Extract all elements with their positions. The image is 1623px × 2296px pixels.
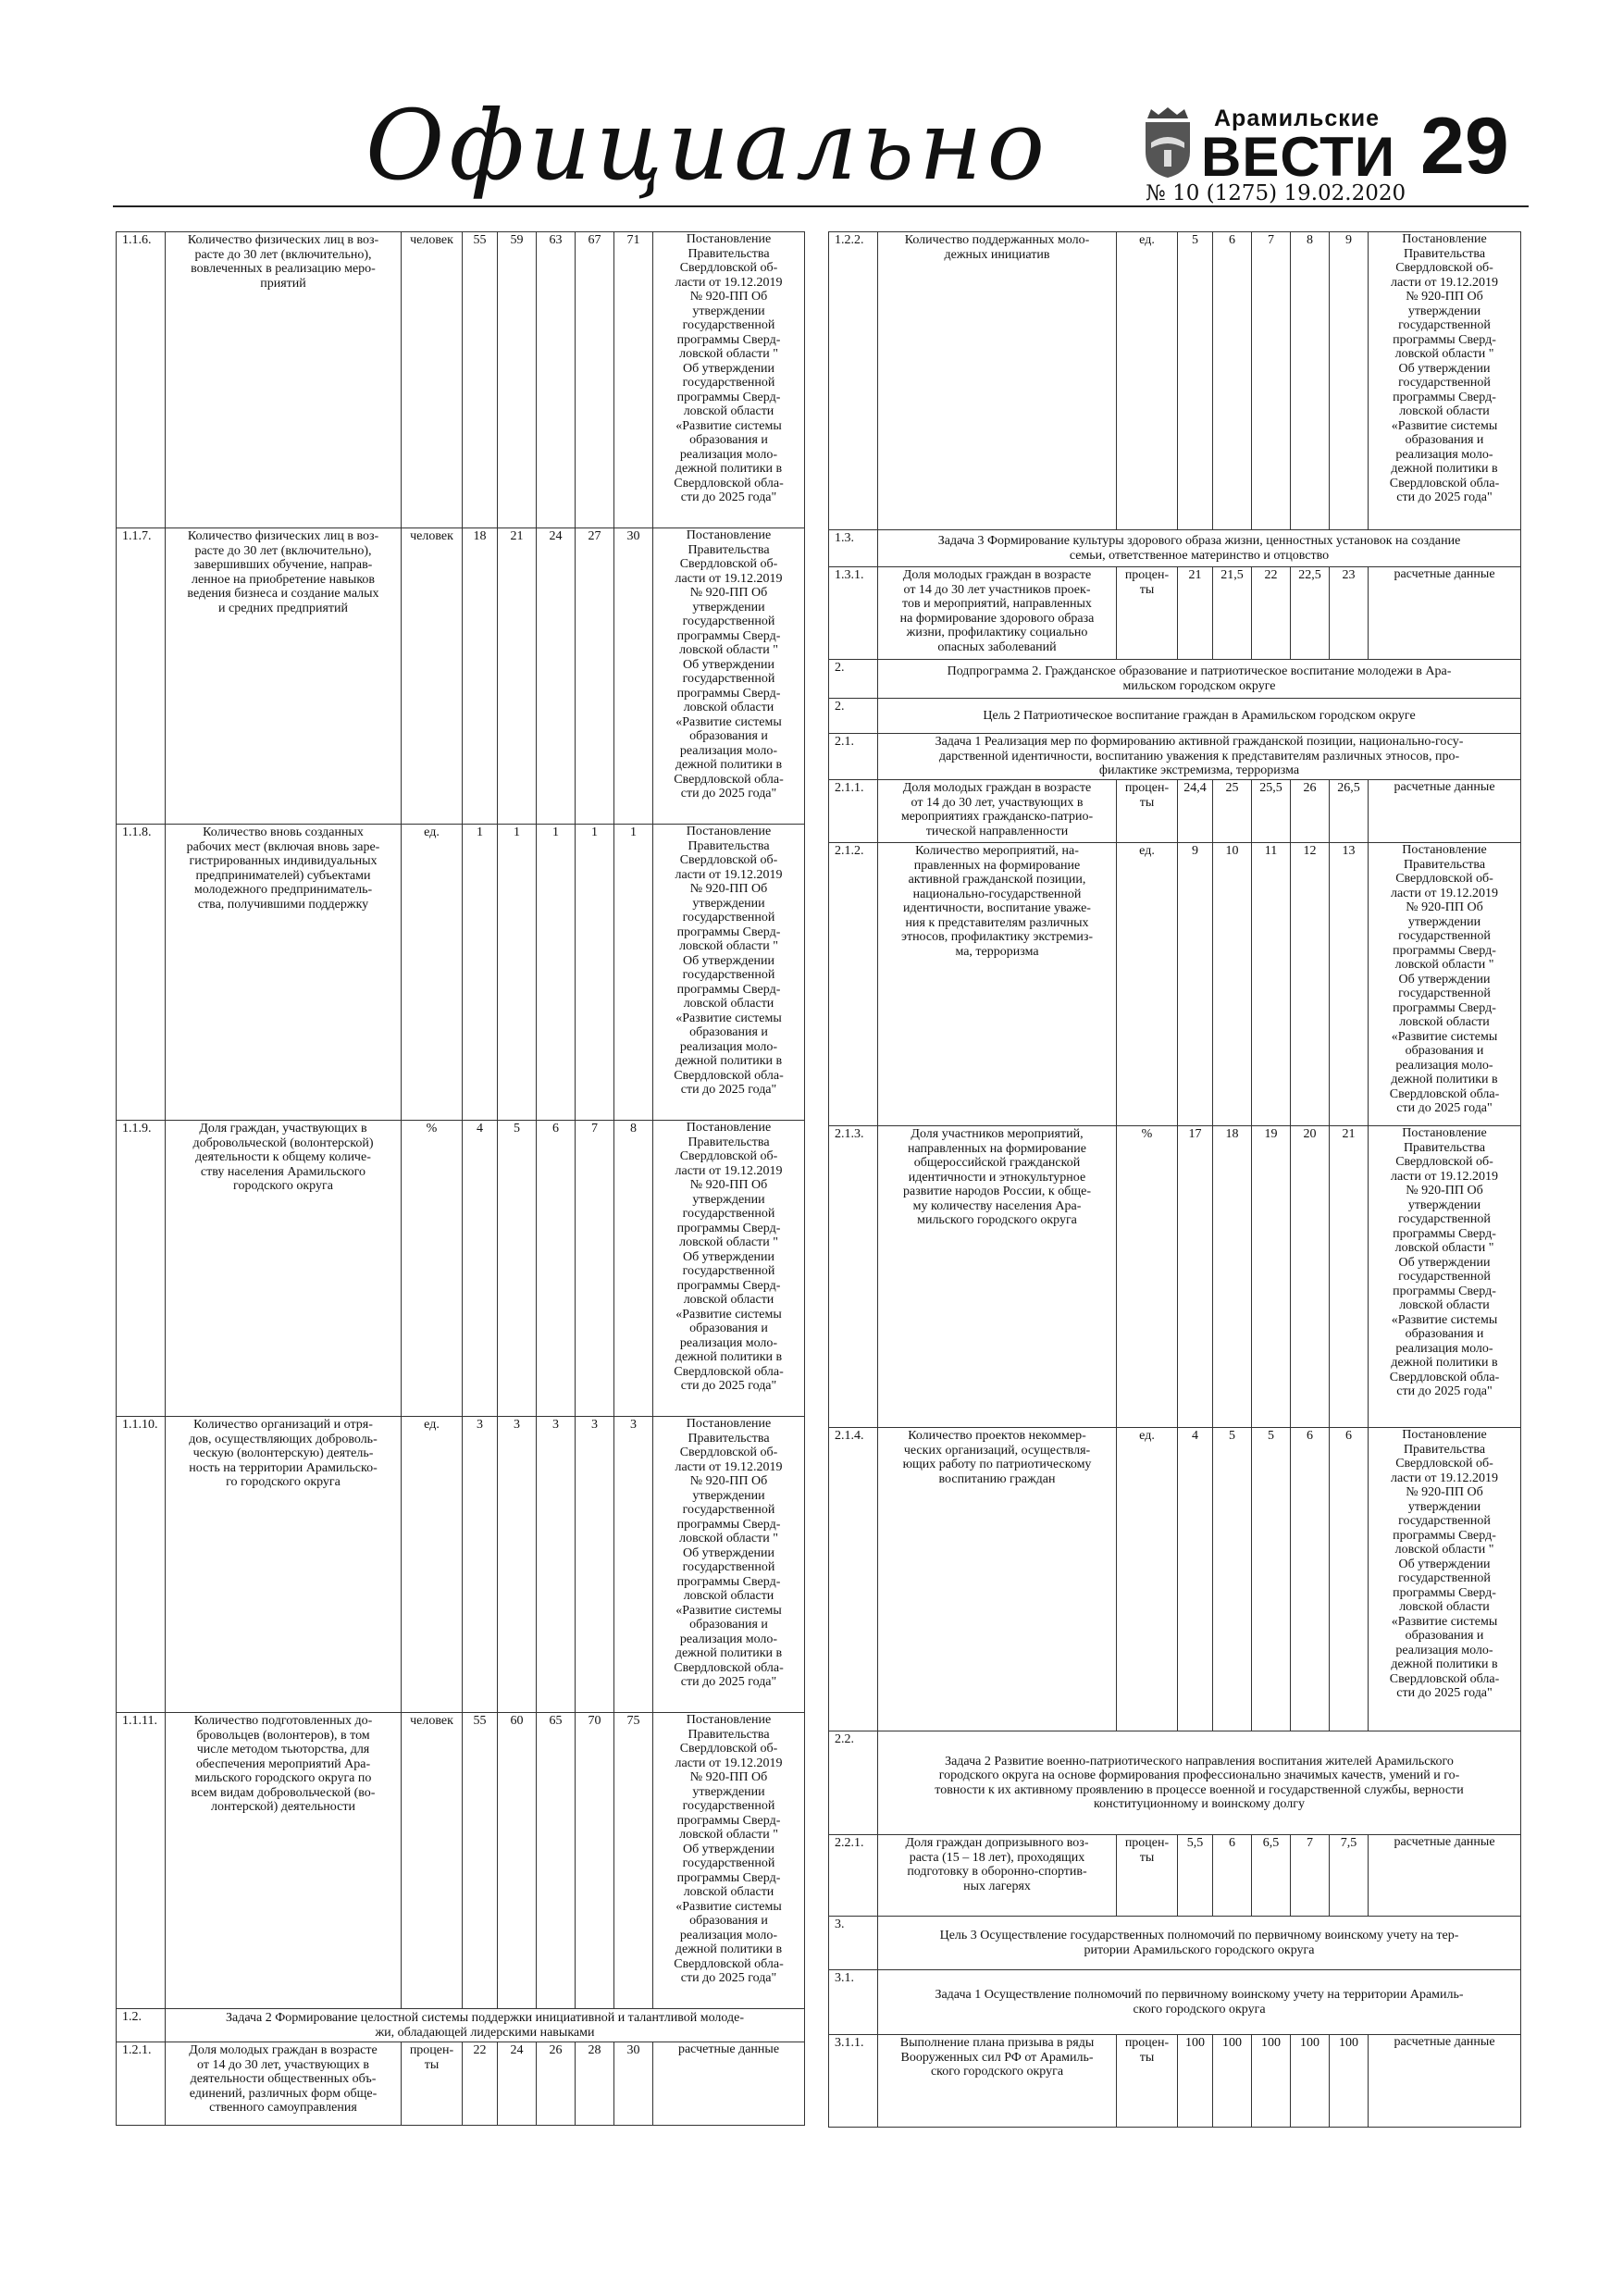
- value-year-5: 7,5: [1330, 1835, 1369, 1917]
- table-row: [117, 232, 805, 528]
- task-text: Подпрограмма 2. Гражданское образование и патриотическое воспитание молодежи в Ара- мильском городском округе: [878, 660, 1521, 699]
- value-year-5: 75: [614, 1713, 653, 2009]
- task-number: 1.3.: [829, 530, 878, 567]
- value-year-3: 63: [537, 232, 576, 528]
- source-document: Постановление Правительства Свердловской об- ласти от 19.12.2019 № 920-ПП Об утверждении государственной программы Сверд- ловской области " Об утверждении государственной программы Сверд- ловской области «Развитие системы образования и реализация моло- дежной политики в Свердловской обла- сти до 2025 года": [1369, 843, 1521, 1126]
- indicator-name: Количество физических лиц в воз- расте до 30 лет (включительно), вовлеченных в реализацию меро- приятий: [166, 232, 402, 528]
- section-title: Официально: [365, 89, 1050, 202]
- value-year-3: 100: [1252, 2035, 1291, 2128]
- table-row: [117, 1713, 805, 2009]
- source-document: Постановление Правительства Свердловской об- ласти от 19.12.2019 № 920-ПП Об утверждении государственной программы Сверд- ловской области " Об утверждении государственной программы Сверд- ловской области «Развитие системы образования и реализация моло- дежной политики в Свердловской обла- сти до 2025 года": [653, 528, 805, 825]
- indicator-name: Количество вновь созданных рабочих мест (включая вновь заре- гистрированных индивидуальных предпринимателей) субъектами молодежного предприниматель- ства, получившими поддержку: [166, 825, 402, 1121]
- value-year-5: 9: [1330, 232, 1369, 530]
- value-year-1: 21: [1178, 567, 1213, 660]
- value-year-5: 21: [1330, 1126, 1369, 1428]
- task-number: 2.: [829, 660, 878, 699]
- indicator-name: Количество подготовленных до- бровольцев (волонтеров), в том числе методом тьюторства, для обеспечения мероприятий Ара- мильского городского округа по всем видам добровольческой (во- лонтерской) деятельности: [166, 1713, 402, 2009]
- unit: процен- ты: [1117, 1835, 1178, 1917]
- value-year-2: 10: [1213, 843, 1252, 1126]
- value-year-1: 100: [1178, 2035, 1213, 2128]
- task-row: [829, 530, 1521, 567]
- value-year-2: 21: [498, 528, 537, 825]
- task-number: 2.: [829, 699, 878, 734]
- value-year-2: 21,5: [1213, 567, 1252, 660]
- row-number: 2.2.1.: [829, 1835, 878, 1917]
- value-year-1: 3: [463, 1417, 498, 1713]
- value-year-5: 30: [614, 528, 653, 825]
- value-year-2: 18: [1213, 1126, 1252, 1428]
- page-number: 29: [1420, 102, 1509, 191]
- indicator-name: Количество поддержанных моло- дежных инициатив: [878, 232, 1117, 530]
- row-number: 3.1.1.: [829, 2035, 878, 2128]
- row-number: 1.3.1.: [829, 567, 878, 660]
- value-year-4: 67: [576, 232, 614, 528]
- value-year-2: 60: [498, 1713, 537, 2009]
- value-year-2: 24: [498, 2042, 537, 2126]
- task-text: Задача 2 Развитие военно-патриотического направления воспитания жителей Арамильского городского округа на основе формирования профессионально значимых качеств, умений и го- товности к их активному проявлению в процессе военной и государственной службы, верности конституционному и воинскому долгу: [878, 1731, 1521, 1835]
- unit: процен- ты: [1117, 567, 1178, 660]
- value-year-1: 4: [463, 1121, 498, 1417]
- value-year-1: 9: [1178, 843, 1213, 1126]
- value-year-5: 100: [1330, 2035, 1369, 2128]
- value-year-4: 7: [576, 1121, 614, 1417]
- value-year-1: 55: [463, 1713, 498, 2009]
- value-year-4: 100: [1291, 2035, 1330, 2128]
- value-year-2: 6: [1213, 232, 1252, 530]
- indicator-name: Количество физических лиц в воз- расте до 30 лет (включительно), завершивших обучение, направ- ленное на приобретение навыков ведения бизнеса и создание малых и средних предприятий: [166, 528, 402, 825]
- row-number: 1.2.1.: [117, 2042, 166, 2126]
- value-year-1: 4: [1178, 1428, 1213, 1731]
- table-row: [117, 528, 805, 825]
- task-number: 2.1.: [829, 734, 878, 780]
- unit: человек: [402, 232, 463, 528]
- task-text: Цель 3 Осуществление государственных полномочий по первичному воинскому учету на тер- ритории Арамильского городского округа: [878, 1917, 1521, 1970]
- value-year-3: 25,5: [1252, 780, 1291, 843]
- source-document: Постановление Правительства Свердловской об- ласти от 19.12.2019 № 920-ПП Об утверждении государственной программы Сверд- ловской области " Об утверждении государственной программы Сверд- ловской области «Развитие системы образования и реализация моло- дежной политики в Свердловской обла- сти до 2025 года": [653, 1121, 805, 1417]
- value-year-4: 3: [576, 1417, 614, 1713]
- value-year-4: 27: [576, 528, 614, 825]
- value-year-3: 19: [1252, 1126, 1291, 1428]
- unit: человек: [402, 1713, 463, 2009]
- value-year-4: 20: [1291, 1126, 1330, 1428]
- row-number: 1.1.11.: [117, 1713, 166, 2009]
- value-year-1: 5,5: [1178, 1835, 1213, 1917]
- unit: процен- ты: [1117, 2035, 1178, 2128]
- unit: ед.: [1117, 232, 1178, 530]
- value-year-3: 1: [537, 825, 576, 1121]
- value-year-1: 17: [1178, 1126, 1213, 1428]
- task-row: [829, 660, 1521, 699]
- value-year-2: 25: [1213, 780, 1252, 843]
- task-text: Задача 1 Осуществление полномочий по первичному воинскому учету на территории Арамиль- ского городского округа: [878, 1970, 1521, 2035]
- value-year-3: 11: [1252, 843, 1291, 1126]
- task-row: [829, 1731, 1521, 1835]
- row-number: 2.1.4.: [829, 1428, 878, 1731]
- value-year-4: 6: [1291, 1428, 1330, 1731]
- value-year-5: 1: [614, 825, 653, 1121]
- value-year-2: 59: [498, 232, 537, 528]
- source-document: расчетные данные: [1369, 567, 1521, 660]
- indicator-name: Количество проектов некоммер- ческих организаций, осуществля- ющих работу по патриотическому воспитанию граждан: [878, 1428, 1117, 1731]
- indicator-name: Доля участников мероприятий, направленных на формирование общероссийской гражданской идентичности и этнокультурное развитие народов России, к обще- му количеству населения Ара- мильского городского округа: [878, 1126, 1117, 1428]
- value-year-5: 30: [614, 2042, 653, 2126]
- value-year-5: 26,5: [1330, 780, 1369, 843]
- indicator-name: Количество организаций и отря- дов, осуществляющих доброволь- ческую (волонтерскую) деятель- ность на территории Арамильско- го городского округа: [166, 1417, 402, 1713]
- coat-of-arms-icon: [1140, 105, 1196, 180]
- indicator-name: Доля граждан допризывного воз- раста (15 – 18 лет), проходящих подготовку в оборонно-спортив- ных лагерях: [878, 1835, 1117, 1917]
- value-year-3: 24: [537, 528, 576, 825]
- source-document: расчетные данные: [1369, 2035, 1521, 2128]
- value-year-1: 22: [463, 2042, 498, 2126]
- table-row: [829, 2035, 1521, 2128]
- source-document: расчетные данные: [1369, 1835, 1521, 1917]
- indicator-name: Количество мероприятий, на- правленных на формирование активной гражданской позиции, национально-государственной идентичности, воспитание уваже- ния к представителям различных этносов, профилактику экстремиз- ма, терроризма: [878, 843, 1117, 1126]
- value-year-5: 13: [1330, 843, 1369, 1126]
- row-number: 1.1.8.: [117, 825, 166, 1121]
- row-number: 2.1.2.: [829, 843, 878, 1126]
- logo-small-text: Арамильские: [1214, 105, 1381, 131]
- value-year-1: 24,4: [1178, 780, 1213, 843]
- value-year-3: 6: [537, 1121, 576, 1417]
- table-row: [829, 232, 1521, 530]
- table-row: [117, 825, 805, 1121]
- indicator-name: Доля молодых граждан в возрасте от 14 до 30 лет, участвующих в деятельности общественных объ- единений, различных форм обще- ственного самоуправления: [166, 2042, 402, 2126]
- unit: человек: [402, 528, 463, 825]
- table-row: [829, 567, 1521, 660]
- value-year-3: 7: [1252, 232, 1291, 530]
- row-number: 1.1.6.: [117, 232, 166, 528]
- value-year-3: 3: [537, 1417, 576, 1713]
- source-document: Постановление Правительства Свердловской об- ласти от 19.12.2019 № 920-ПП Об утверждении государственной программы Сверд- ловской области " Об утверждении государственной программы Сверд- ловской области «Развитие системы образования и реализация моло- дежной политики в Свердловской обла- сти до 2025 года": [653, 1713, 805, 2009]
- value-year-4: 7: [1291, 1835, 1330, 1917]
- issue-info: № 10 (1275) 19.02.2020: [1146, 181, 1406, 205]
- source-document: расчетные данные: [653, 2042, 805, 2126]
- table-row: [829, 1835, 1521, 1917]
- source-document: Постановление Правительства Свердловской об- ласти от 19.12.2019 № 920-ПП Об утверждении государственной программы Сверд- ловской области " Об утверждении государственной программы Сверд- ловской области «Развитие системы образования и реализация моло- дежной политики в Свердловской обла- сти до 2025 года": [1369, 232, 1521, 530]
- task-number: 3.: [829, 1917, 878, 1970]
- unit: %: [1117, 1126, 1178, 1428]
- row-number: 2.1.3.: [829, 1126, 878, 1428]
- value-year-5: 3: [614, 1417, 653, 1713]
- table-row: [829, 843, 1521, 1126]
- value-year-4: 8: [1291, 232, 1330, 530]
- source-document: Постановление Правительства Свердловской об- ласти от 19.12.2019 № 920-ПП Об утверждении государственной программы Сверд- ловской области " Об утверждении государственной программы Сверд- ловской области «Развитие системы образования и реализация моло- дежной политики в Свердловской обла- сти до 2025 года": [653, 825, 805, 1121]
- source-document: Постановление Правительства Свердловской об- ласти от 19.12.2019 № 920-ПП Об утверждении государственной программы Сверд- ловской области " Об утверждении государственной программы Сверд- ловской области «Развитие системы образования и реализация моло- дежной политики в Свердловской обла- сти до 2025 года": [653, 232, 805, 528]
- value-year-5: 8: [614, 1121, 653, 1417]
- value-year-2: 3: [498, 1417, 537, 1713]
- newspaper-logo: [1140, 102, 1395, 188]
- value-year-1: 5: [1178, 232, 1213, 530]
- row-number: 1.1.10.: [117, 1417, 166, 1713]
- row-number: 2.1.1.: [829, 780, 878, 843]
- unit: %: [402, 1121, 463, 1417]
- task-row: [117, 2009, 805, 2042]
- task-row: [829, 1970, 1521, 2035]
- value-year-2: 6: [1213, 1835, 1252, 1917]
- task-row: [829, 699, 1521, 734]
- left-indicators-table: [116, 231, 805, 2126]
- task-row: [829, 1917, 1521, 1970]
- row-number: 1.1.7.: [117, 528, 166, 825]
- table-row: [829, 780, 1521, 843]
- value-year-3: 5: [1252, 1428, 1291, 1731]
- task-text: Задача 3 Формирование культуры здорового образа жизни, ценностных установок на создание семьи, ответственное материнство и отцовство: [878, 530, 1521, 567]
- source-document: расчетные данные: [1369, 780, 1521, 843]
- unit: ед.: [1117, 1428, 1178, 1731]
- value-year-5: 23: [1330, 567, 1369, 660]
- task-text: Задача 1 Реализация мер по формированию активной гражданской позиции, национально-госу- дарственной идентичности, воспитанию уважения к представителям различных этносов, про- филактике экстремизма, терроризма: [878, 734, 1521, 780]
- table-row: [117, 1121, 805, 1417]
- source-document: Постановление Правительства Свердловской об- ласти от 19.12.2019 № 920-ПП Об утверждении государственной программы Сверд- ловской области " Об утверждении государственной программы Сверд- ловской области «Развитие системы образования и реализация моло- дежной политики в Свердловской обла- сти до 2025 года": [1369, 1126, 1521, 1428]
- value-year-2: 100: [1213, 2035, 1252, 2128]
- header-divider: [113, 205, 1529, 207]
- task-number: 1.2.: [117, 2009, 166, 2042]
- value-year-4: 26: [1291, 780, 1330, 843]
- value-year-3: 6,5: [1252, 1835, 1291, 1917]
- value-year-1: 1: [463, 825, 498, 1121]
- table-row: [117, 1417, 805, 1713]
- table-row: [829, 1126, 1521, 1428]
- value-year-5: 6: [1330, 1428, 1369, 1731]
- value-year-2: 1: [498, 825, 537, 1121]
- unit: ед.: [402, 825, 463, 1121]
- task-number: 3.1.: [829, 1970, 878, 2035]
- value-year-2: 5: [1213, 1428, 1252, 1731]
- row-number: 1.2.2.: [829, 232, 878, 530]
- value-year-3: 22: [1252, 567, 1291, 660]
- task-number: 2.2.: [829, 1731, 878, 1835]
- value-year-4: 12: [1291, 843, 1330, 1126]
- table-row: [117, 2042, 805, 2126]
- unit: процен- ты: [402, 2042, 463, 2126]
- task-text: Цель 2 Патриотическое воспитание граждан в Арамильском городском округе: [878, 699, 1521, 734]
- indicator-name: Выполнение плана призыва в ряды Вооруженных сил РФ от Арамиль- ского городского округа: [878, 2035, 1117, 2128]
- value-year-4: 70: [576, 1713, 614, 2009]
- logo-big-text: ВЕСТИ: [1201, 126, 1395, 188]
- unit: процен- ты: [1117, 780, 1178, 843]
- indicator-name: Доля граждан, участвующих в добровольческой (волонтерской) деятельности к общему количе- ству населения Арамильского городского округа: [166, 1121, 402, 1417]
- value-year-2: 5: [498, 1121, 537, 1417]
- task-row: [829, 734, 1521, 780]
- source-document: Постановление Правительства Свердловской об- ласти от 19.12.2019 № 920-ПП Об утверждении государственной программы Сверд- ловской области " Об утверждении государственной программы Сверд- ловской области «Развитие системы образования и реализация моло- дежной политики в Свердловской обла- сти до 2025 года": [1369, 1428, 1521, 1731]
- right-indicators-table: [828, 231, 1521, 2128]
- value-year-4: 1: [576, 825, 614, 1121]
- value-year-3: 26: [537, 2042, 576, 2126]
- indicator-name: Доля молодых граждан в возрасте от 14 до 30 лет участников проек- тов и мероприятий, направленных на формирование здорового образа жизни, профилактику социально опасных заболеваний: [878, 567, 1117, 660]
- unit: ед.: [402, 1417, 463, 1713]
- unit: ед.: [1117, 843, 1178, 1126]
- value-year-1: 18: [463, 528, 498, 825]
- table-row: [829, 1428, 1521, 1731]
- source-document: Постановление Правительства Свердловской об- ласти от 19.12.2019 № 920-ПП Об утверждении государственной программы Сверд- ловской области " Об утверждении государственной программы Сверд- ловской области «Развитие системы образования и реализация моло- дежной политики в Свердловской обла- сти до 2025 года": [653, 1417, 805, 1713]
- value-year-4: 28: [576, 2042, 614, 2126]
- row-number: 1.1.9.: [117, 1121, 166, 1417]
- value-year-5: 71: [614, 232, 653, 528]
- task-text: Задача 2 Формирование целостной системы поддержки инициативной и талантливой молоде- жи, обладающей лидерскими навыками: [166, 2009, 805, 2042]
- value-year-1: 55: [463, 232, 498, 528]
- value-year-3: 65: [537, 1713, 576, 2009]
- indicator-name: Доля молодых граждан в возрасте от 14 до 30 лет, участвующих в мероприятиях гражданско-патрио- тической направленности: [878, 780, 1117, 843]
- value-year-4: 22,5: [1291, 567, 1330, 660]
